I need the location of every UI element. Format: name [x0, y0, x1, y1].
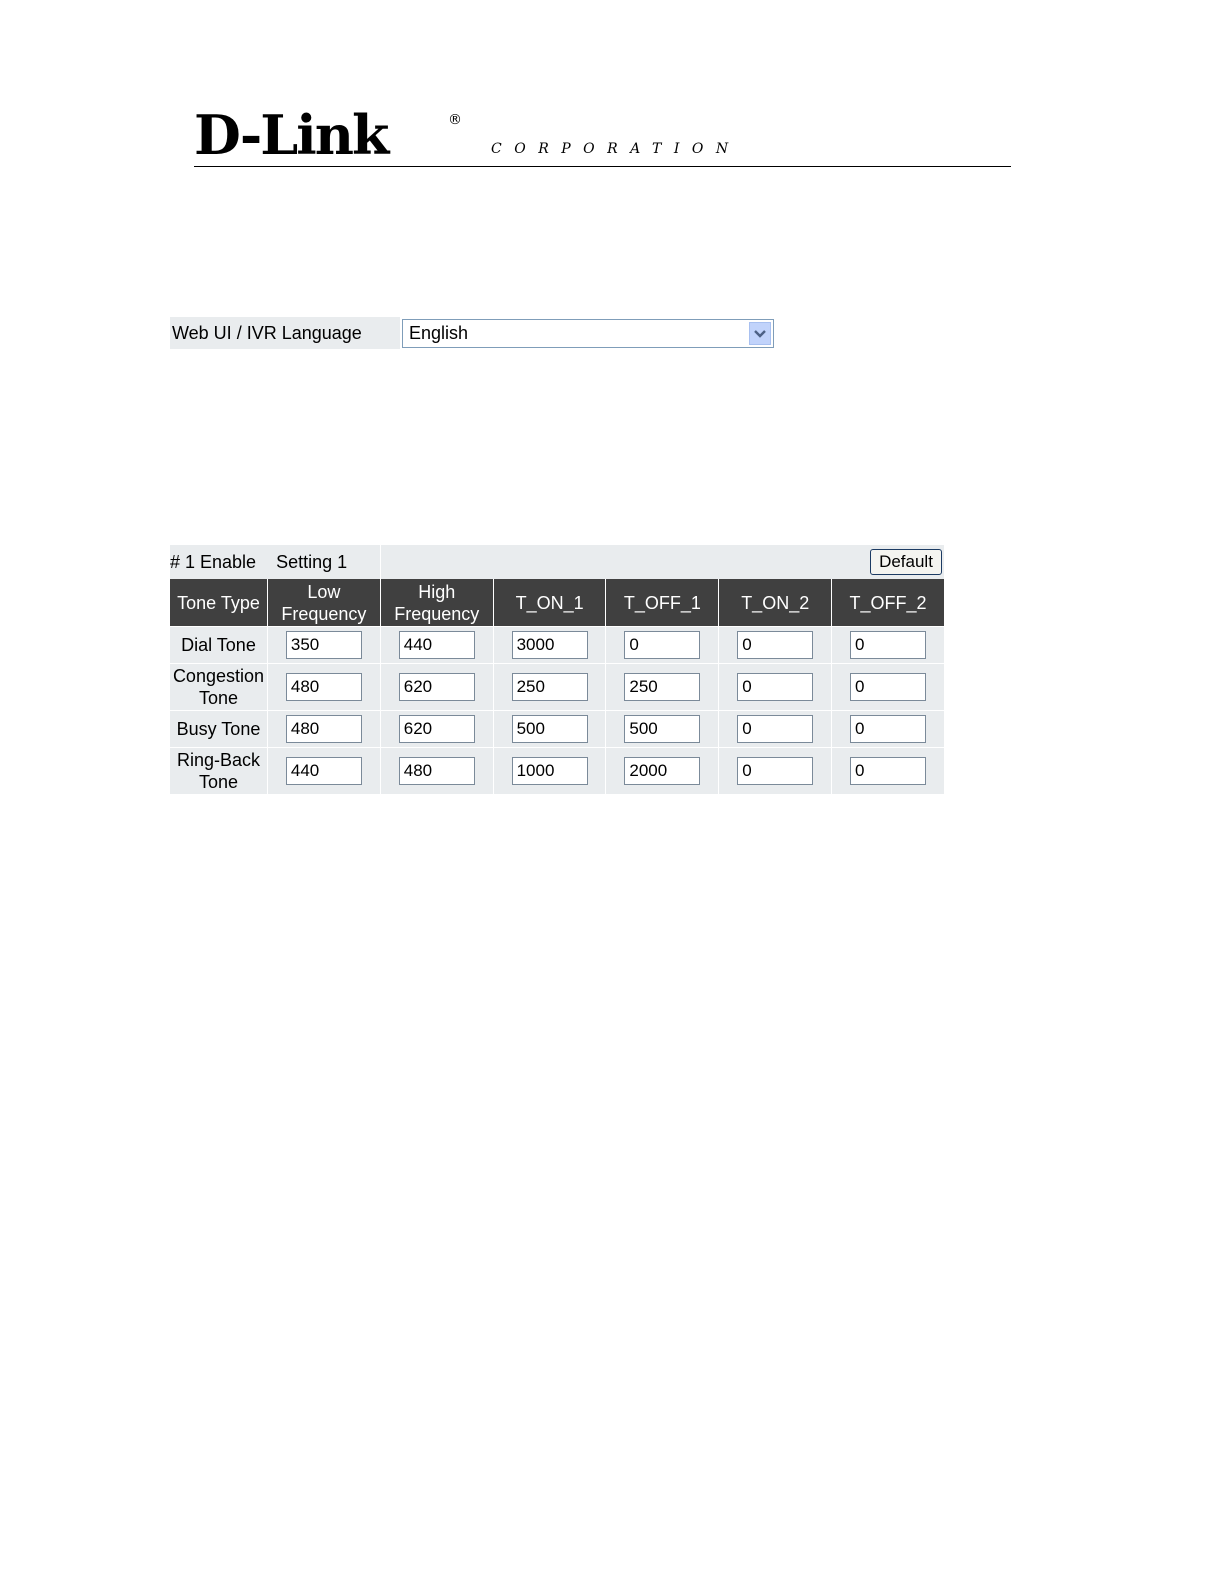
row-label-dial-tone: Dial Tone: [170, 626, 267, 663]
tone-table: [169, 579, 945, 794]
tone-table-header: [170, 579, 944, 626]
dlink-logo: [194, 103, 462, 167]
congestion-tone-t-off-1-input[interactable]: [624, 673, 700, 701]
tone-settings-header: [170, 545, 944, 579]
busy-tone-t-on-2-input[interactable]: [737, 715, 813, 743]
dial-tone-t-on-2-input[interactable]: [737, 631, 813, 659]
congestion-tone-high-frequency-input[interactable]: [399, 673, 475, 701]
congestion-tone-t-on-1-input[interactable]: [512, 673, 588, 701]
ring-back-tone-high-frequency-input[interactable]: [399, 757, 475, 785]
column-header-t-on-2: T_ON_2: [719, 579, 831, 626]
table-row: [170, 747, 944, 794]
column-header-t-off-1: T_OFF_1: [606, 579, 718, 626]
ring-back-tone-t-off-2-input[interactable]: [850, 757, 926, 785]
language-label: Web UI / IVR Language: [170, 317, 400, 349]
chevron-down-icon[interactable]: [749, 322, 771, 345]
dial-tone-high-frequency-input[interactable]: [399, 631, 475, 659]
ring-back-tone-t-on-1-input[interactable]: [512, 757, 588, 785]
column-header-tone-type: Tone Type: [170, 579, 267, 626]
tone-setting-title: # 1 Enable Setting 1: [170, 545, 380, 579]
corporation-text: CORPORATION: [491, 141, 741, 157]
busy-tone-t-on-1-input[interactable]: [512, 715, 588, 743]
language-selected-value: English: [409, 323, 469, 343]
table-row: [170, 626, 944, 663]
busy-tone-t-off-1-input[interactable]: [624, 715, 700, 743]
column-header-low-frequency: Low Frequency: [268, 579, 380, 626]
registered-mark: ®: [448, 112, 462, 128]
column-header-high-frequency: High Frequency: [381, 579, 493, 626]
tone-settings-panel: [170, 545, 944, 794]
busy-tone-t-off-2-input[interactable]: [850, 715, 926, 743]
ring-back-tone-t-on-2-input[interactable]: [737, 757, 813, 785]
congestion-tone-t-on-2-input[interactable]: [737, 673, 813, 701]
busy-tone-high-frequency-input[interactable]: [399, 715, 475, 743]
table-row: [170, 710, 944, 747]
row-label-congestion-tone: Congestion Tone: [170, 663, 267, 710]
column-header-t-on-1: T_ON_1: [494, 579, 606, 626]
busy-tone-low-frequency-input[interactable]: [286, 715, 362, 743]
congestion-tone-low-frequency-input[interactable]: [286, 673, 362, 701]
language-row: [170, 317, 775, 349]
dial-tone-low-frequency-input[interactable]: [286, 631, 362, 659]
dial-tone-t-off-2-input[interactable]: [850, 631, 926, 659]
table-row: [170, 663, 944, 710]
dial-tone-t-off-1-input[interactable]: [624, 631, 700, 659]
congestion-tone-t-off-2-input[interactable]: [850, 673, 926, 701]
dial-tone-t-on-1-input[interactable]: [512, 631, 588, 659]
row-label-ring-back-tone: Ring-Back Tone: [170, 747, 267, 794]
default-button[interactable]: Default: [870, 549, 942, 575]
header-rule: [194, 166, 1011, 167]
ring-back-tone-t-off-1-input[interactable]: [624, 757, 700, 785]
ring-back-tone-low-frequency-input[interactable]: [286, 757, 362, 785]
column-header-t-off-2: T_OFF_2: [832, 579, 944, 626]
row-label-busy-tone: Busy Tone: [170, 710, 267, 747]
language-select[interactable]: [402, 319, 774, 348]
header-divider: [380, 545, 381, 579]
logo-wordmark: D-Link: [194, 103, 388, 167]
